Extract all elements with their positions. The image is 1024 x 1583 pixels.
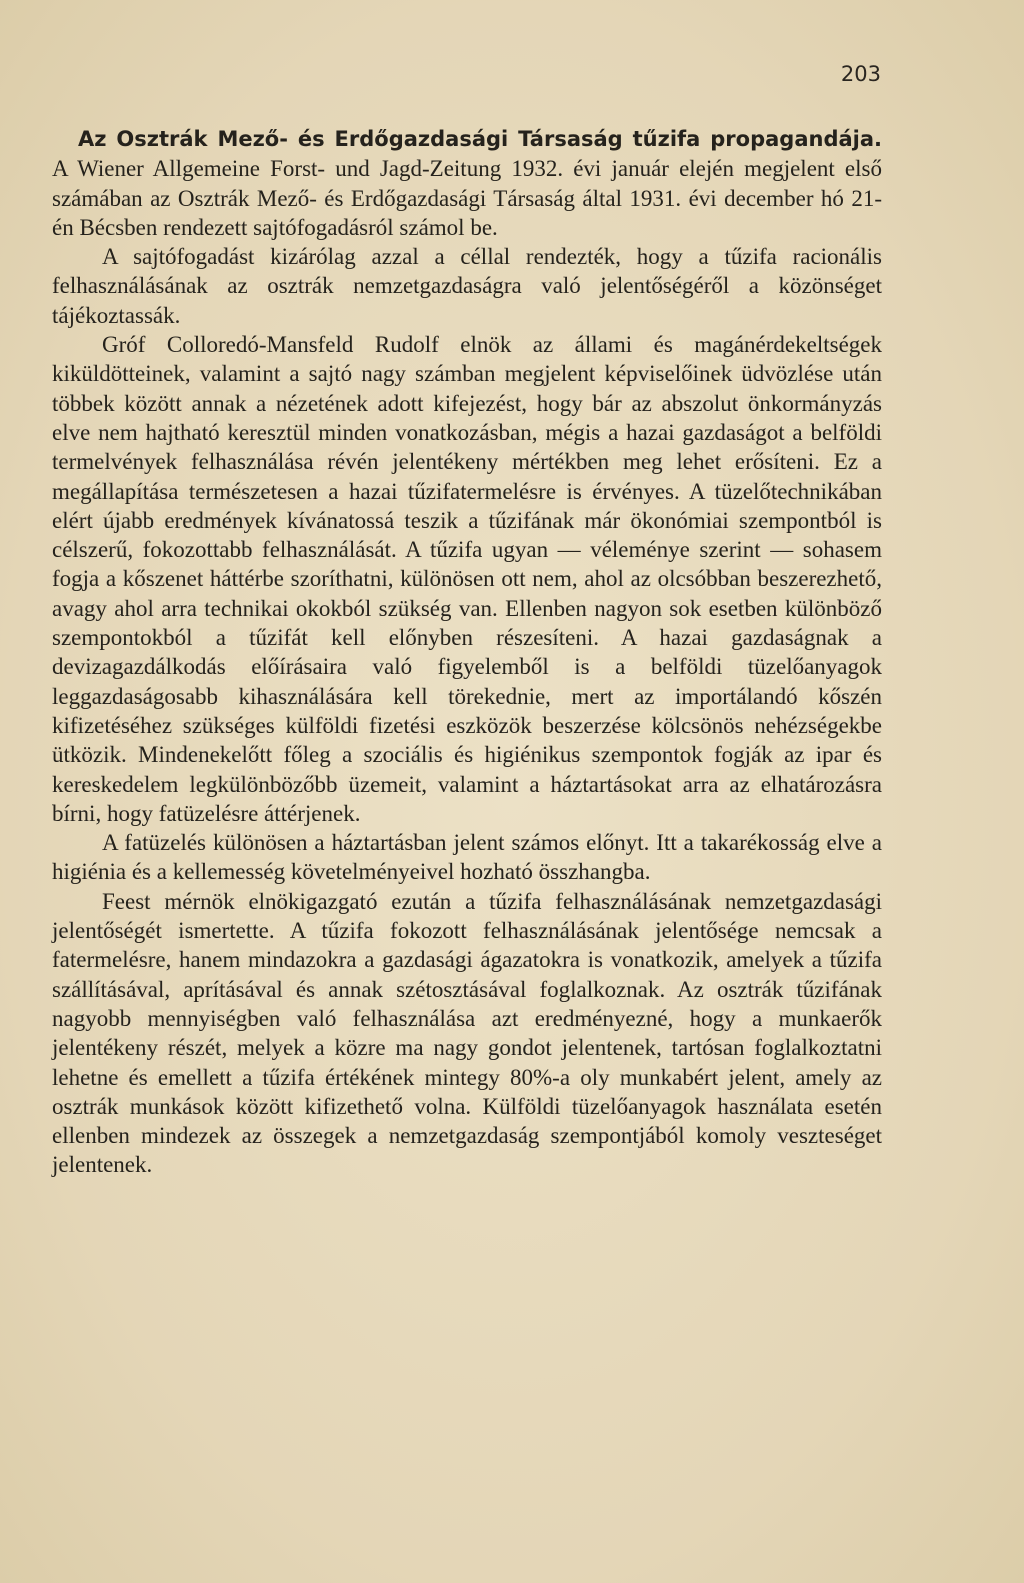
paragraph: A sajtófogadást kizárólag azzal a céllal rendezték, hogy a tűzifa racionális felhasználásának az osztrák nemzetgazdaságra való jelentőségéről a közönséget tájékoztassák. [52,244,882,328]
paragraph: A fatüzelés különösen a háztartásban jelent számos előnyt. Itt a takarékosság elve a higiénia és a kellemesség követelményeivel hozható összhangba. [52,830,882,885]
article-heading: Az Osztrák Mező- és Erdőgazdasági Társaság tűzifa propagandája. [78,127,882,151]
paragraph: Feest mérnök elnökigazgató ezután a tűzifa felhasználásának nemzetgazdasági jelentőségét ismertette. A tűzifa fokozott felhasználásának jelentősége nemcsak a fatermelésre, hanem mindazokra a gazdasági ágazatokra is vonatkozik, amelyek a tűzifa szállításával, aprításával és annak szétosztásával foglalkoznak. Az osztrák tűzifának nagyobb mennyiségben való felhasználása azt eredményezné, hogy a munkaerők jelentékeny részét, melyek a közre ma nagy gondot jelentenek, tartósan foglalkoztatni lehetne és emellett a tűzifa értékének mintegy 80%-a oly munkabért jelent, amely az osztrák munkások között kifizethető volna. Külföldi tüzelőanyagok használata esetén ellenben mindezek az összegek a nemzetgazdaság szempontjából komoly veszteséget jelentenek. [52,888,882,1178]
page-number: 203 [840,62,881,86]
paragraph-intro [52,124,882,242]
paragraph: Gróf Colloredó-Mansfeld Rudolf elnök az állami és magánérdekeltségek kiküldötteinek, valamint a sajtó nagy számban megjelent képviselőinek üdvözlése után többek között annak a nézetének adott kifejezést, hogy bár az abszolut önkormányzás elve nem hajtható keresztül minden vonatkozásban, mégis a hazai gazdaságot a belföldi termelvények felhasználása révén jelentékeny mértékben meg lehet erősíteni. Ez a megállapítása természetesen a hazai tűzifatermelésre is érvényes. A tüzelőtechnikában elért újabb eredmények kívánatossá teszik a tűzifának már ökonómiai szempontból is célszerű, fokozottabb felhasználását. A tűzifa ugyan — véleménye szerint — sohasem fogja a kőszenet háttérbe szoríthatni, különösen ott nem, ahol az olcsóbban beszerezhető, avagy ahol arra technikai okokból szükség van. Ellenben nagyon sok esetben különböző szempontokból a tűzifát kell előnyben részesíteni. A hazai gazdaságnak a devizagazdálkodás előírásaira való figyelemből is a belföldi tüzelőanyagok leggazdaságosabb kihasználására kell törekednie, mert az importálandó kőszén kifizetéséhez szükséges külföldi fizetési eszközök beszerzése kölcsönös nehézségekbe ütközik. Mindenekelőtt főleg a szociális és higiénikus szempontok fogják az ipar és kereskedelem legkülönbözőbb üzemeit, valamint a háztartásokat arra az elhatározásra bírni, hogy fatüzelésre áttérjenek. [52,332,882,826]
article-body [52,124,882,1180]
paragraph-text: A Wiener Allgemeine Forst- und Jagd-Zeitung 1932. évi január elején megjelent első számában az Osztrák Mező- és Erdőgazdasági Társaság által 1931. évi december hó 21-én Bécsben rendezett sajtófogadásról számol be. [52,156,882,240]
